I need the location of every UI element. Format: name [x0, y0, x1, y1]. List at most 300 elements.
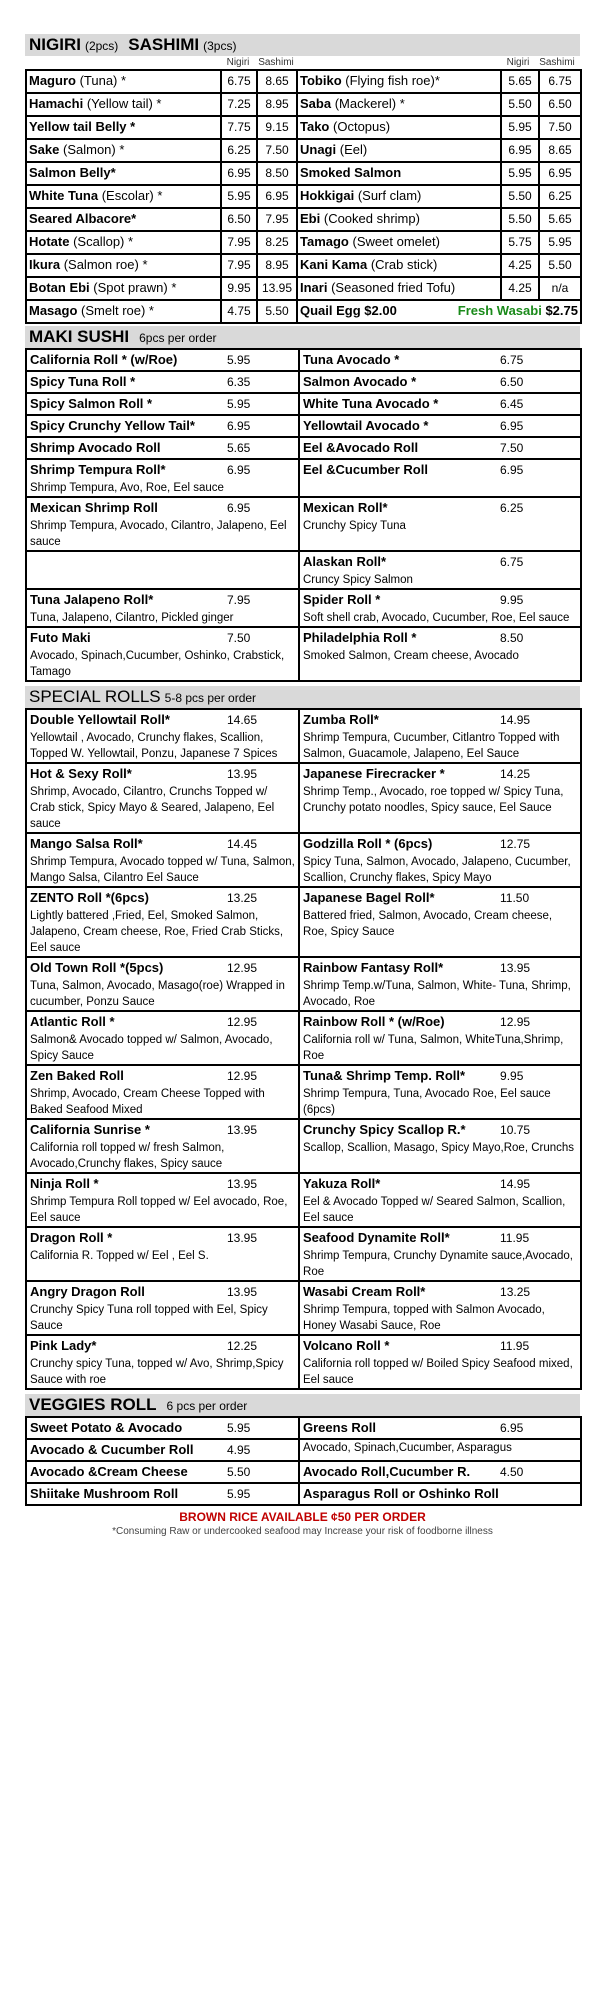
maki-item [26, 415, 299, 437]
item-name: Salmon Avocado * [303, 374, 417, 389]
item-name: White Tuna Avocado * [303, 396, 439, 411]
nigiri-price: 4.75 [221, 300, 257, 323]
item-price: 14.95 [500, 713, 531, 727]
item-name: Angry Dragon Roll [30, 1284, 145, 1299]
sashimi-price: 8.95 [257, 254, 297, 277]
item-header [303, 1282, 577, 1302]
item-name: Dragon Roll * [30, 1230, 113, 1245]
nigiri-item-desc: (Scallop) * [73, 234, 134, 249]
nigiri-item-desc: (Spot prawn) * [93, 280, 177, 295]
item-price: 13.95 [500, 961, 531, 975]
item-price: 13.25 [227, 891, 258, 905]
maki-item [299, 589, 581, 627]
special-table [25, 708, 582, 1390]
nigiri-item-name: Botan Ebi [29, 280, 90, 295]
item-name: Mexican Roll* [303, 500, 388, 515]
item-description: Shrimp, Avocado, Cilantro, Crunchs Topped w/ Crab stick, Spicy Mayo & Seared, Jalapeno, Eel sauce [30, 786, 275, 830]
nigiri-item [297, 70, 501, 93]
nigiri-item-desc: (Yellow tail) * [86, 96, 162, 111]
item-description: Crunchy Spicy Tuna roll topped with Eel, Spicy Sauce [30, 1304, 268, 1332]
item-description: Eel & Avocado Topped w/ Seared Salmon, Scallion, Eel sauce [303, 1196, 566, 1224]
item-header [303, 958, 577, 978]
sashimi-price: 6.75 [539, 70, 581, 93]
nigiri-price: 7.95 [221, 231, 257, 254]
item-header [30, 1484, 295, 1504]
nigiri-title-sub: (2pcs) [84, 39, 119, 53]
item-name: Eel &Cucumber Roll [303, 462, 428, 477]
maki-item [299, 393, 581, 415]
nigiri-item-desc: (Sweet omelet) [352, 234, 440, 249]
item-header [303, 1012, 577, 1032]
sashimi-price: 5.95 [539, 231, 581, 254]
nigiri-item-name: Unagi [300, 142, 337, 157]
special-item [299, 957, 581, 1011]
item-header [30, 1440, 295, 1460]
col-nigiri-left: Nigiri [226, 57, 250, 68]
sashimi-price: 6.50 [539, 93, 581, 116]
nigiri-item [297, 185, 501, 208]
nigiri-item [297, 162, 501, 185]
item-price: 4.50 [500, 1465, 524, 1479]
special-row [26, 1335, 581, 1389]
item-name: California Roll * (w/Roe) [30, 352, 178, 367]
item-price: 9.95 [500, 1069, 524, 1083]
item-name: Old Town Roll *(5pcs) [30, 960, 164, 975]
item-price: 12.95 [227, 1015, 258, 1029]
item-description: California roll topped w/ fresh Salmon, Avocado,Crunchy flakes, Spicy sauce [30, 1142, 225, 1170]
maki-row [26, 627, 581, 681]
item-price: 9.95 [500, 593, 524, 607]
nigiri-price: 6.25 [221, 139, 257, 162]
nigiri-item-name: Seared Albacore* [29, 211, 137, 226]
veggies-item [299, 1483, 581, 1505]
veggies-row [26, 1417, 581, 1439]
item-price: 6.35 [227, 375, 251, 389]
item-header [303, 552, 577, 572]
menu-page [25, 34, 580, 1537]
nigiri-item-name: White Tuna [29, 188, 99, 203]
nigiri-item-name: Hokkigai [300, 188, 355, 203]
special-item [299, 833, 581, 887]
item-price: 6.25 [500, 501, 524, 515]
item-price: 13.95 [227, 1123, 258, 1137]
nigiri-row [26, 162, 581, 185]
item-price: 6.95 [227, 419, 251, 433]
item-header [303, 764, 577, 784]
item-description: Soft shell crab, Avocado, Cucumber, Roe, Eel sauce [303, 612, 570, 624]
veggies-item [299, 1461, 581, 1483]
item-header [303, 1418, 577, 1438]
maki-item [26, 551, 299, 589]
item-name: Tuna Avocado * [303, 352, 400, 367]
item-name: Tuna& Shrimp Temp. Roll* [303, 1068, 466, 1083]
maki-item [299, 371, 581, 393]
sashimi-price: 5.65 [539, 208, 581, 231]
item-name: Ninja Roll * [30, 1176, 99, 1191]
item-name: Tuna Jalapeno Roll* [30, 592, 154, 607]
item-price: 5.50 [227, 1465, 251, 1479]
item-name: Spider Roll * [303, 592, 381, 607]
nigiri-item [297, 116, 501, 139]
item-name: California Sunrise * [30, 1122, 150, 1137]
item-name: Zen Baked Roll [30, 1068, 124, 1083]
item-header [30, 372, 295, 392]
item-price: 5.95 [227, 1487, 251, 1501]
nigiri-item-name: Inari [300, 280, 328, 295]
item-name: ZENTO Roll *(6pcs) [30, 890, 149, 905]
fresh-wasabi-label: Fresh Wasabi [457, 303, 542, 318]
nigiri-price: 5.95 [501, 116, 539, 139]
nigiri-price: 5.50 [501, 185, 539, 208]
nigiri-item [26, 139, 221, 162]
nigiri-item [297, 277, 501, 300]
item-header [303, 1174, 577, 1194]
nigiri-item [297, 208, 501, 231]
nigiri-item-name: Maguro [29, 73, 76, 88]
item-description: Smoked Salmon, Cream cheese, Avocado [303, 650, 519, 662]
item-price: 13.25 [500, 1285, 531, 1299]
item-price: 12.95 [227, 1069, 258, 1083]
item-description: Shrimp Tempura, Tuna, Avocado Roe, Eel sauce (6pcs) [303, 1088, 551, 1116]
item-header [303, 834, 577, 854]
item-header [303, 438, 577, 458]
item-description: Crunchy Spicy Tuna [303, 520, 406, 532]
item-description: Shrimp Tempura, topped with Salmon Avocado, Honey Wasabi Sauce, Roe [303, 1304, 545, 1332]
maki-item [299, 459, 581, 497]
col-sashimi-right: Sashimi [539, 57, 575, 68]
nigiri-row [26, 208, 581, 231]
nigiri-price: 6.75 [221, 70, 257, 93]
item-name: Seafood Dynamite Roll* [303, 1230, 450, 1245]
nigiri-row [26, 185, 581, 208]
nigiri-item-desc: (Flying fish roe)* [345, 73, 440, 88]
maki-item [26, 627, 299, 681]
item-price: 10.75 [500, 1123, 531, 1137]
item-name: Atlantic Roll * [30, 1014, 115, 1029]
item-header [30, 438, 295, 458]
veggies-item [26, 1439, 299, 1461]
item-header [30, 1462, 295, 1482]
item-description: Crunchy spicy Tuna, topped w/ Avo, Shrimp,Spicy Sauce with roe [30, 1358, 284, 1386]
item-price: 14.45 [227, 837, 258, 851]
quail-egg: Quail Egg $2.00 [300, 303, 397, 318]
item-name: Alaskan Roll* [303, 554, 387, 569]
special-item [26, 1173, 299, 1227]
sashimi-price: 6.95 [539, 162, 581, 185]
brown-rice-note: BROWN RICE AVAILABLE ¢50 PER ORDER [179, 1510, 426, 1524]
special-title: SPECIAL ROLLS [29, 687, 161, 706]
item-header [30, 416, 295, 436]
special-item [299, 1119, 581, 1173]
item-price: 5.95 [227, 353, 251, 367]
item-price: 6.75 [500, 555, 524, 569]
nigiri-price: 5.50 [501, 208, 539, 231]
item-description: Shrimp Tempura, Crunchy Dynamite sauce,Avocado, Roe [303, 1250, 573, 1278]
nigiri-item-desc: (Mackerel) * [334, 96, 405, 111]
item-description: Shrimp Tempura, Avocado topped w/ Tuna, Salmon, Mango Salsa, Cilantro Eel Sauce [30, 856, 295, 884]
nigiri-title: NIGIRI [29, 35, 81, 54]
sashimi-price: 8.65 [539, 139, 581, 162]
item-price: 8.50 [500, 631, 524, 645]
nigiri-item [26, 277, 221, 300]
item-name: Shiitake Mushroom Roll [30, 1486, 179, 1501]
item-name: Yellowtail Avocado * [303, 418, 429, 433]
maki-row [26, 437, 581, 459]
nigiri-row [26, 70, 581, 93]
col-sashimi-left: Sashimi [258, 57, 294, 68]
item-name: Rainbow Fantasy Roll* [303, 960, 444, 975]
maki-item [299, 497, 581, 551]
special-item [26, 709, 299, 763]
nigiri-item-name: Smoked Salmon [300, 165, 402, 180]
item-price: 13.95 [227, 1285, 258, 1299]
item-name: Shrimp Tempura Roll* [30, 462, 166, 477]
nigiri-item-name: Tobiko [300, 73, 342, 88]
item-header [30, 498, 295, 518]
col-nigiri-right: Nigiri [506, 57, 530, 68]
nigiri-item-name: Ebi [300, 211, 321, 226]
item-name: Hot & Sexy Roll* [30, 766, 132, 781]
fresh-wasabi-price: $2.75 [545, 303, 578, 318]
item-header [303, 628, 577, 648]
item-price: 12.25 [227, 1339, 258, 1353]
item-description: Shrimp Tempura Roll topped w/ Eel avocado, Roe, Eel sauce [30, 1196, 288, 1224]
item-description: California roll topped w/ Boiled Spicy Seafood mixed, Eel sauce [303, 1358, 573, 1386]
item-description: Cruncy Spicy Salmon [303, 574, 413, 586]
sashimi-title-sub: (3pcs) [203, 39, 237, 53]
item-price: 6.50 [500, 375, 524, 389]
maki-row [26, 551, 581, 589]
item-price: 12.75 [500, 837, 531, 851]
item-name: Japanese Bagel Roll* [303, 890, 435, 905]
special-row [26, 957, 581, 1011]
item-header [303, 460, 577, 480]
item-price: 13.95 [227, 767, 258, 781]
maki-row [26, 459, 581, 497]
item-name: Godzilla Roll * (6pcs) [303, 836, 433, 851]
nigiri-item-desc: (Salmon roe) * [63, 257, 148, 272]
item-price: 11.95 [500, 1231, 530, 1245]
item-header [303, 590, 577, 610]
item-description: Avocado, Spinach,Cucumber, Oshinko, Crabstick, Tamago [30, 650, 285, 678]
nigiri-item-name: Tako [300, 119, 330, 134]
item-price: 5.65 [227, 441, 251, 455]
special-item [26, 1119, 299, 1173]
sashimi-price: 13.95 [257, 277, 297, 300]
special-section-header [25, 686, 580, 708]
nigiri-item [26, 116, 221, 139]
item-price: 5.95 [227, 1421, 251, 1435]
item-name: Spicy Salmon Roll * [30, 396, 153, 411]
veggies-section-header [25, 1394, 580, 1416]
item-price: 14.95 [500, 1177, 531, 1191]
item-header [30, 628, 295, 648]
nigiri-price: 5.50 [501, 93, 539, 116]
item-price: 11.50 [500, 891, 530, 905]
nigiri-price: 6.95 [501, 139, 539, 162]
nigiri-item-name: Tamago [300, 234, 349, 249]
item-header [303, 1336, 577, 1356]
special-row [26, 833, 581, 887]
nigiri-item [26, 254, 221, 277]
special-item [26, 833, 299, 887]
item-name: Zumba Roll* [303, 712, 379, 727]
item-price: 7.50 [500, 441, 524, 455]
item-name: Spicy Crunchy Yellow Tail* [30, 418, 195, 433]
quail-wasabi-wrap [300, 301, 578, 321]
veggies-item [299, 1439, 581, 1461]
sashimi-price: 7.50 [257, 139, 297, 162]
special-row [26, 887, 581, 957]
item-price: 11.95 [500, 1339, 530, 1353]
nigiri-item [26, 185, 221, 208]
nigiri-item-desc: (Crab stick) [370, 257, 438, 272]
item-price: 6.95 [500, 1421, 524, 1435]
nigiri-price: 5.65 [501, 70, 539, 93]
sashimi-price: 6.25 [539, 185, 581, 208]
item-name: Pink Lady* [30, 1338, 97, 1353]
nigiri-price: 9.95 [221, 277, 257, 300]
item-description: California roll w/ Tuna, Salmon, WhiteTuna,Shrimp, Roe [303, 1034, 564, 1062]
veggies-row [26, 1439, 581, 1461]
nigiri-price: 4.25 [501, 277, 539, 300]
item-name: Spicy Tuna Roll * [30, 374, 136, 389]
item-name: Rainbow Roll * (w/Roe) [303, 1014, 445, 1029]
item-header [303, 1484, 577, 1504]
item-header [30, 350, 295, 370]
item-name: Yakuza Roll* [303, 1176, 381, 1191]
sashimi-price: 7.95 [257, 208, 297, 231]
nigiri-row [26, 139, 581, 162]
nigiri-item-name: Salmon Belly* [29, 165, 116, 180]
item-description: Salmon& Avocado topped w/ Salmon, Avocado, Spicy Sauce [30, 1034, 273, 1062]
item-name: Mexican Shrimp Roll [30, 500, 158, 515]
nigiri-item [297, 93, 501, 116]
item-header [303, 1066, 577, 1086]
veggies-item [26, 1461, 299, 1483]
nigiri-price: 7.75 [221, 116, 257, 139]
special-row [26, 1011, 581, 1065]
veggies-item [26, 1417, 299, 1439]
item-header [303, 1120, 577, 1140]
nigiri-price: 5.95 [501, 162, 539, 185]
nigiri-item-desc: (Surf clam) [357, 188, 422, 203]
sashimi-price: 8.65 [257, 70, 297, 93]
maki-sub: 6pcs per order [139, 331, 217, 345]
nigiri-item-desc: (Smelt roe) * [81, 303, 154, 318]
item-header [303, 498, 577, 518]
item-price: 4.95 [227, 1443, 251, 1457]
item-description: Shrimp, Avocado, Cream Cheese Topped with Baked Seafood Mixed [30, 1088, 265, 1116]
nigiri-item-name: Ikura [29, 257, 61, 272]
item-price: 6.75 [500, 353, 524, 367]
item-name: Mango Salsa Roll* [30, 836, 143, 851]
maki-row [26, 349, 581, 371]
nigiri-price: 4.25 [501, 254, 539, 277]
quail-wasabi-cell [297, 300, 581, 323]
item-price: 6.95 [500, 463, 524, 477]
item-price: 12.95 [227, 961, 258, 975]
special-row [26, 1227, 581, 1281]
special-row [26, 763, 581, 833]
veggies-table [25, 1416, 582, 1506]
nigiri-item [26, 231, 221, 254]
nigiri-column-header [25, 56, 580, 69]
special-item [299, 763, 581, 833]
maki-row [26, 371, 581, 393]
nigiri-price: 7.25 [221, 93, 257, 116]
nigiri-row [26, 300, 581, 323]
item-name: Asparagus Roll or Oshinko Roll [303, 1486, 499, 1501]
maki-row [26, 589, 581, 627]
item-name: Double Yellowtail Roll* [30, 712, 170, 727]
item-description: Battered fried, Salmon, Avocado, Cream cheese, Roe, Spicy Sauce [303, 910, 553, 938]
nigiri-row [26, 231, 581, 254]
nigiri-item-name: Yellow tail Belly * [29, 119, 136, 134]
item-header [303, 394, 577, 414]
item-price: 6.45 [500, 397, 524, 411]
sashimi-price: 8.50 [257, 162, 297, 185]
nigiri-item-desc: (Eel) [339, 142, 368, 157]
nigiri-item-desc: (Octopus) [333, 119, 391, 134]
item-description: Avocado, Spinach,Cucumber, Asparagus [303, 1442, 512, 1454]
item-name: Philadelphia Roll * [303, 630, 417, 645]
special-item [299, 1173, 581, 1227]
maki-item [26, 459, 299, 497]
item-header [30, 1418, 295, 1438]
veggies-item [299, 1417, 581, 1439]
special-item [299, 1065, 581, 1119]
sashimi-price: n/a [539, 277, 581, 300]
consumption-warning: *Consuming Raw or undercooked seafood may Increase your risk of foodborne illness [112, 1526, 493, 1537]
special-item [299, 709, 581, 763]
maki-item [299, 627, 581, 681]
item-name: Avocado Roll,Cucumber R. [303, 1464, 471, 1479]
special-item [299, 1227, 581, 1281]
maki-item [299, 551, 581, 589]
veggies-item [26, 1483, 299, 1505]
item-name: Crunchy Spicy Scallop R.* [303, 1122, 466, 1137]
special-item [26, 1227, 299, 1281]
maki-row [26, 497, 581, 551]
fresh-wasabi [458, 301, 578, 321]
maki-item [26, 589, 299, 627]
item-name: Wasabi Cream Roll* [303, 1284, 426, 1299]
special-row [26, 1065, 581, 1119]
item-header [303, 372, 577, 392]
special-item [26, 957, 299, 1011]
sashimi-price: 8.25 [257, 231, 297, 254]
item-description: Yellowtail , Avocado, Crunchy flakes, Scallion, Topped W. Yellowtail, Ponzu, Japanese 7 Spices [30, 732, 278, 760]
item-name: Avocado &Cream Cheese [30, 1464, 188, 1479]
nigiri-row [26, 277, 581, 300]
special-item [299, 1335, 581, 1389]
veggies-title: VEGGIES ROLL [29, 1395, 157, 1414]
item-name: Shrimp Avocado Roll [30, 440, 161, 455]
item-description: Shrimp Temp., Avocado, roe topped w/ Spicy Tuna, Crunchy potato noodles, Spicy sauce, Eel Sauce [303, 786, 564, 814]
nigiri-item-desc: (Escolar) * [101, 188, 163, 203]
nigiri-item [26, 162, 221, 185]
veggies-row [26, 1483, 581, 1505]
maki-row [26, 415, 581, 437]
sashimi-price: 7.50 [539, 116, 581, 139]
item-name: Japanese Firecracker * [303, 766, 445, 781]
item-header [303, 416, 577, 436]
nigiri-item-desc: (Seasoned fried Tofu) [331, 280, 456, 295]
item-price: 14.65 [227, 713, 258, 727]
nigiri-price: 5.75 [501, 231, 539, 254]
special-item [299, 1281, 581, 1335]
